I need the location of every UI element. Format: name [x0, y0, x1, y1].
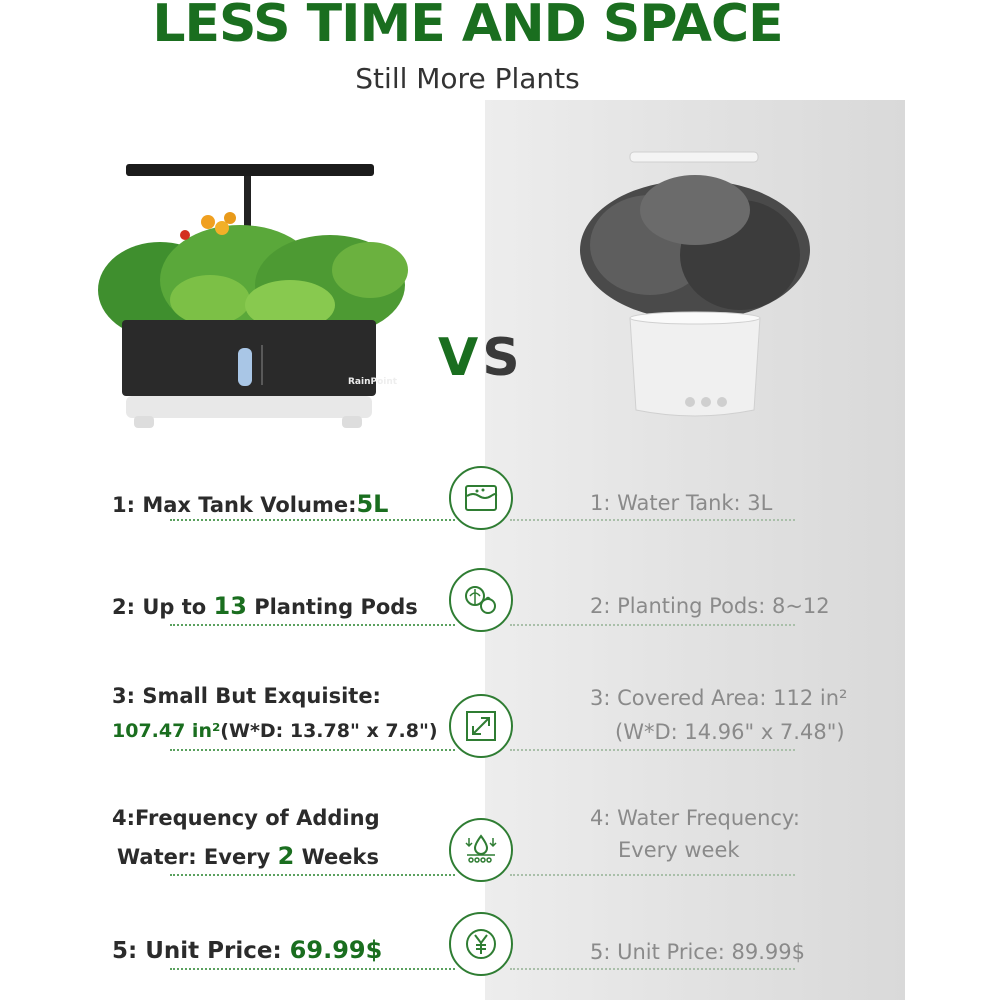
divider: [510, 968, 795, 970]
feature-3-left-line1: 3: Small But Exquisite:: [112, 684, 381, 708]
water-tank-icon: [449, 466, 513, 530]
feature-4-left-line2: Water: Every 2 Weeks: [117, 842, 379, 870]
feature-2-right: 2: Planting Pods: 8~12: [590, 594, 830, 618]
page-subtitle: Still More Plants: [355, 62, 580, 95]
plants-icon: [449, 568, 513, 632]
resize-icon: [449, 694, 513, 758]
divider: [510, 624, 795, 626]
feature-3-left-line2: 107.47 in²(W*D: 13.78" x 7.8"): [112, 720, 438, 742]
feature-4-left-line1: 4:Frequency of Adding: [112, 806, 380, 830]
feature-4-right-line1: 4: Water Frequency:: [590, 806, 800, 830]
feature-1-left: 1: Max Tank Volume:5L: [112, 490, 389, 518]
feature-2-left: 2: Up to 13 Planting Pods: [112, 592, 418, 620]
water-drops-icon: [449, 818, 513, 882]
divider: [170, 874, 455, 876]
feature-3-right-line2: (W*D: 14.96" x 7.48"): [615, 720, 845, 744]
brand-logo-text: RainPoint: [348, 377, 398, 387]
page-title: LESS TIME AND SPACE: [152, 0, 783, 54]
divider: [510, 519, 795, 521]
divider: [170, 624, 455, 626]
feature-4-right-line2: Every week: [618, 838, 740, 862]
divider: [170, 749, 455, 751]
feature-5-right: 5: Unit Price: 89.99$: [590, 940, 805, 964]
divider: [510, 749, 795, 751]
divider: [170, 519, 455, 521]
yuan-icon: [449, 912, 513, 976]
feature-3-right-line1: 3: Covered Area: 112 in²: [590, 686, 848, 710]
rainpoint-garden-image: [90, 160, 420, 435]
feature-5-left: 5: Unit Price: 69.99$: [112, 936, 383, 964]
feature-1-right: 1: Water Tank: 3L: [590, 491, 773, 515]
vs-label: VS: [438, 328, 524, 388]
divider: [170, 968, 455, 970]
competitor-garden-image: [570, 150, 820, 430]
divider: [510, 874, 795, 876]
